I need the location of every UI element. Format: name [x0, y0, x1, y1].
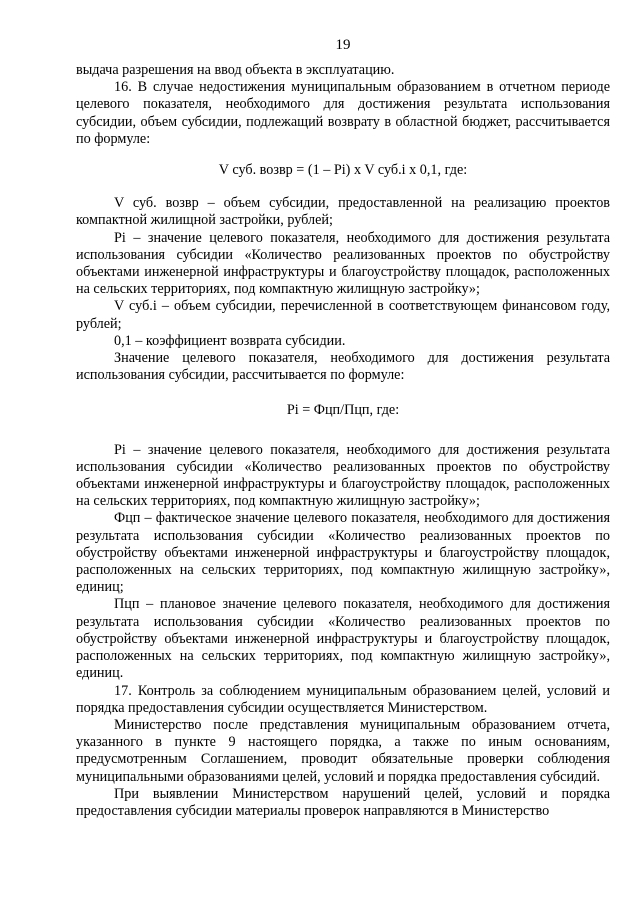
definition-coefficient: 0,1 – коэффициент возврата субсидии.: [114, 332, 346, 349]
paragraph-ministry-checks: Министерство после представления муниципальным образованием отчета, указанного в пункте 9 настоящего порядка, а также по иным основаниям, предусмотренным Соглашением, проводит обязательные проверки соблюдения муниципальными образованиями целей, условий и порядка предоставления субсидий.: [76, 716, 610, 785]
formula-subsidy-return: V суб. возвр = (1 – Pi) x V суб.i x 0,1, где:: [218, 162, 468, 179]
definition-pi: Pi – значение целевого показателя, необходимого для достижения результата использования субсидии «Количество реализованных проектов по обустройству объектами инженерной инфраструктуры и благоустройству площадок, расположенных на сельских территориях, под компактную жилищную застройку»;: [76, 229, 610, 298]
page-number: 19: [335, 37, 351, 53]
definition-fcp: Фцп – фактическое значение целевого показателя, необходимого для достижения результата использования субсидии «Количество реализованных проектов по обустройству объектами инженерной инфраструктуры и благоустройству площадок, расположенных на сельских территориях, под компактную жилищную застройку», единиц;: [76, 510, 610, 596]
definition-v-sub-return: V суб. возвр – объем субсидии, предоставленной на реализацию проектов компактной жилищной застройки, рублей;: [76, 195, 610, 229]
definition-pi-second: Pi – значение целевого показателя, необходимого для достижения результата использования субсидии «Количество реализованных проектов по обустройству объектами инженерной инфраструктуры и благоустройству площадок, расположенных на сельских территориях, под компактную жилищную застройку»;: [76, 441, 610, 510]
paragraph-continuation: выдача разрешения на ввод объекта в эксплуатацию.: [76, 62, 395, 78]
paragraph-pi-intro: Значение целевого показателя, необходимого для достижения результата использования субсидии, рассчитывается по формуле:: [76, 350, 610, 384]
paragraph-17: 17. Контроль за соблюдением муниципальным образованием целей, условий и порядка предоставления субсидии осуществляется Министерством.: [76, 682, 610, 716]
paragraph-16: 16. В случае недостижения муниципальным образованием в отчетном периоде целевого показателя, необходимого для достижения результата использования субсидии, объем субсидии, подлежащий возврату в областной бюджет, рассчитывается по формуле:: [76, 79, 610, 147]
formula-pi: Pi = Фцп/Пцп, где:: [286, 402, 400, 419]
paragraph-violations: При выявлении Министерством нарушений целей, условий и порядка предоставления субсидии материалы проверок направляются в Министерство: [76, 785, 610, 819]
definition-v-sub-i: V суб.i – объем субсидии, перечисленной в соответствующем финансовом году, рублей;: [76, 298, 610, 332]
definition-pcp: Пцп – плановое значение целевого показателя, необходимого для достижения результата использования субсидии «Количество реализованных проектов по обустройству объектами инженерной инфраструктуры и благоустройству площадок, расположенных на сельских территориях, под компактную жилищную застройку», единиц.: [76, 596, 610, 682]
